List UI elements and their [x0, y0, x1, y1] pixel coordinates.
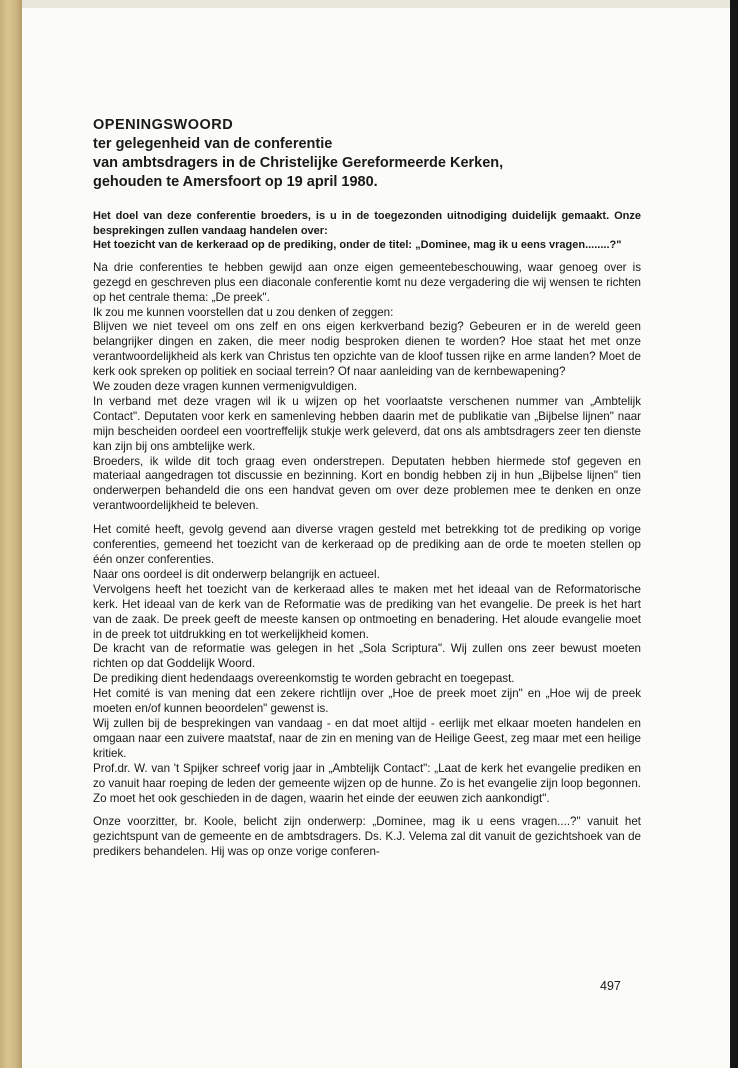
- paragraph: Ik zou me kunnen voorstellen dat u zou denken of zeggen:: [93, 305, 394, 319]
- paragraph: In verband met deze vragen wil ik u wijzen op het voorlaatste verschenen nummer van „Ambtelijk Contact". Deputaten voor kerk en samenleving hebben daarin met de publikatie van „Bijbelse lijnen" naar mijn bescheiden oordeel een voortreffelijk stukje werk geleverd, dat ons als ambtsdragers zeer ten dienste kan zijn bij ons ambtelijke werk.: [93, 394, 641, 453]
- paragraph: De prediking dient hedendaags overeenkomstig te worden gebracht en toegepast.: [93, 672, 515, 686]
- paragraph: We zouden deze vragen kunnen vermenigvuldigen.: [93, 380, 358, 394]
- page-number: 497: [600, 979, 621, 993]
- paragraph: Wij zullen bij de besprekingen van vandaag - en dat moet altijd - eerlijk met elkaar moeten handelen en omgaan naar een zuivere maatstaf, naar de zin en mening van de Heilige Geest, zeg maar met een heilige kritiek.: [93, 716, 641, 760]
- book-spine-edge: [0, 0, 22, 1068]
- intro-block: [93, 209, 641, 253]
- scan-border: [730, 0, 738, 1068]
- body-text: [93, 261, 641, 860]
- paragraph: Na drie conferenties te hebben gewijd aan onze eigen gemeentebeschouwing, waar genoeg over is gezegd en geschreven plus een diaconale conferentie komt nu deze vergadering die wij wensen te richten op het centrale thema: „De preek".: [93, 260, 641, 304]
- paragraph: Het comité is van mening dat een zekere richtlijn over „Hoe de preek moet zijn" en „Hoe wij de preek moeten en/of kunnen beoordelen" gewenst is.: [93, 687, 641, 716]
- paragraph: Vervolgens heeft het toezicht van de kerkeraad alles te maken met het ideaal van de Reformatorische kerk. Het ideaal van de kerk van de Reformatie was de prediking van het evangelie. De preek is het hart van de zaak. De preek geeft de meeste kansen op ontmoeting en benadering. Het aloude evangelie moet in de preek tot uitdrukking en tot werkelijkheid komen.: [93, 582, 641, 641]
- subtitle-line-3: gehouden te Amersfoort op 19 april 1980.: [93, 174, 378, 190]
- paragraph: Broeders, ik wilde dit toch graag even onderstrepen. Deputaten hebben hiermede stof gegeven en materiaal aangedragen tot discussie en bezinning. Kort en bondig hebben zij in hun „Bijbelse lijnen" tien onderwerpen behandeld die ons een handvat geven om over deze problemen mee te denken en onze verantwoordelijkheid te beleven.: [93, 454, 641, 513]
- intro-paragraph: Het doel van deze conferentie broeders, is u in de toegezonden uitnodiging duidelijk gemaakt. Onze besprekingen zullen vandaag handelen over:: [93, 210, 641, 237]
- paragraph: Prof.dr. W. van 't Spijker schreef vorig jaar in „Ambtelijk Contact": „Laat de kerk het evangelie prediken en zo vanuit haar roeping de leden der gemeente wijzen op de hunne. Zo is het evangelie zijn loop begonnen. Zo moet het ook geschieden in de dagen, waarin het einde der eeuwen zich aankondigt".: [93, 761, 641, 805]
- page-content: [93, 116, 641, 860]
- subtitle-line-2: van ambtsdragers in de Christelijke Gereformeerde Kerken,: [93, 155, 504, 171]
- paragraph: De kracht van de reformatie was gelegen in het „Sola Scriptura". Wij zullen ons zeer bewust moeten richten op dat Goddelijk Woord.: [93, 642, 641, 671]
- page-top-edge: [22, 0, 738, 8]
- intro-paragraph: Het toezicht van de kerkeraad op de prediking, onder de titel: „Dominee, mag ik u eens vragen........?": [93, 239, 622, 252]
- page-title: OPENINGSWOORD: [93, 117, 234, 133]
- paragraph: Onze voorzitter, br. Koole, belicht zijn onderwerp: „Dominee, mag ik u eens vragen....?" vanuit het gezichtspunt van de gemeente en de ambtsdragers. Ds. K.J. Velema zal dit vanuit de gezichtshoek van de predikers behandelen. Hij was op onze vorige conferen-: [93, 815, 641, 859]
- subtitle-line-1: ter gelegenheid van de conferentie: [93, 136, 333, 152]
- paragraph: Naar ons oordeel is dit onderwerp belangrijk en actueel.: [93, 567, 380, 581]
- paragraph: Het comité heeft, gevolg gevend aan diverse vragen gesteld met betrekking tot de prediking op vorige conferenties, gemeend het toezicht van de kerkeraad op de prediking aan de orde te moeten stellen op één onzer conferenties.: [93, 523, 641, 566]
- paragraph: Blijven we niet teveel om ons zelf en ons eigen kerkverband bezig? Gebeuren er in de wereld geen belangrijker dingen en zaken, die meer nodig besproken dienen te worden? Hoe staat het met onze verantwoordelijkheid als kerk van Christus ten opzichte van de kloof tussen rijke en arme landen? Moet de kerk ook spreken op politiek en sociaal terrein? Of naar aanleiding van de kernbewapening?: [93, 320, 641, 379]
